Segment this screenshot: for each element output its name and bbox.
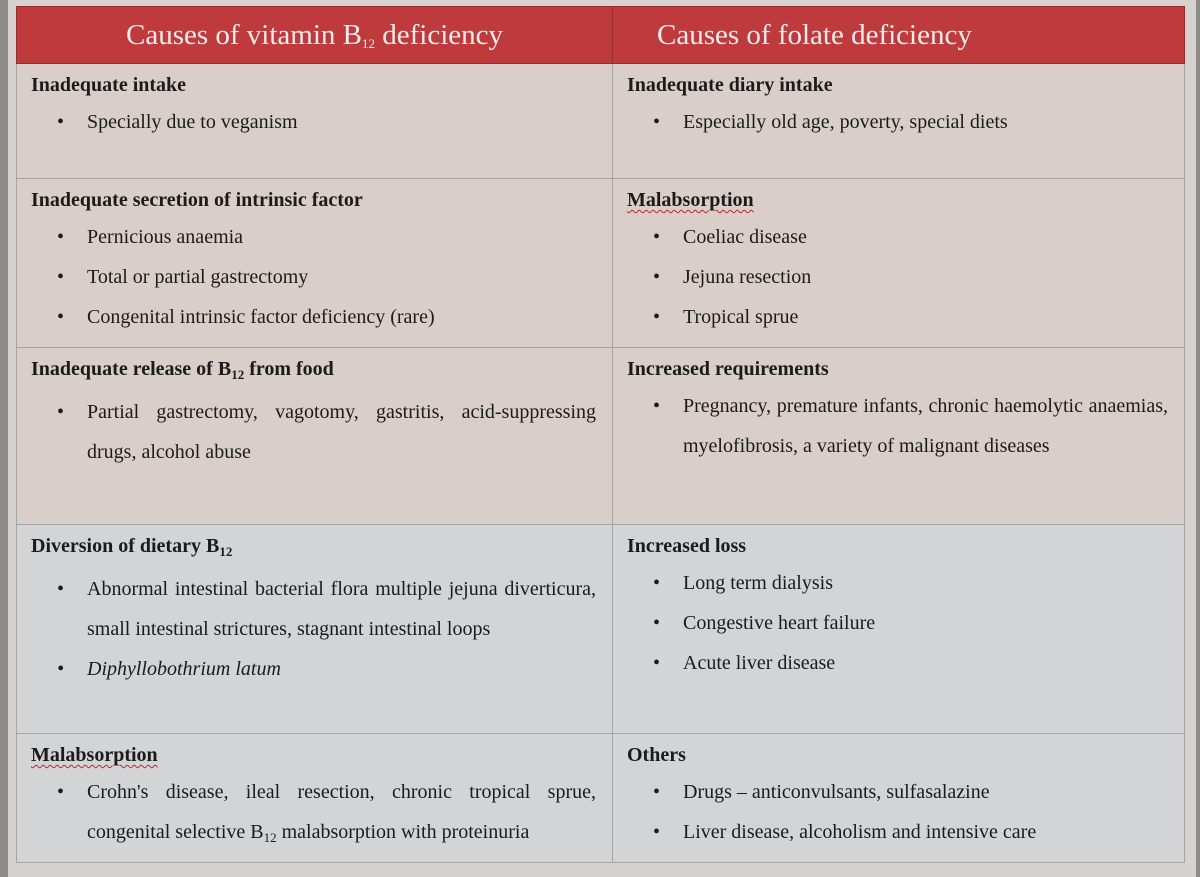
list-item: • Jejuna resection [627,257,1174,297]
table-header-row [17,7,1185,64]
list-item: • Drugs – anticonvulsants, sulfasalazine [627,772,1174,812]
table-cell [613,64,1185,179]
deficiency-causes-table [16,6,1185,863]
table-cell [17,525,613,734]
table-row [17,525,1185,734]
list-item: • Congestive heart failure [627,603,1174,643]
cell-heading: Increased requirements [627,358,829,380]
cell-heading: Diversion of dietary $B_{12}$ [31,535,233,559]
table-row [17,348,1185,525]
list-item: • Acute liver disease [627,643,1174,683]
list-item: • Abnormal intestinal bacterial flora multiple jejuna diverticura, small intestinal strictures, stagnant intestinal loops [31,569,602,649]
table-row [17,734,1185,863]
list-item: • Liver disease, alcoholism and intensive care [627,812,1174,852]
cell-heading: Inadequate secretion of intrinsic factor [31,189,363,211]
table-row [17,179,1185,348]
cell-heading: Malabsorption [627,189,754,211]
cell-heading: Others [627,744,686,766]
list-item: • Congenital intrinsic factor deficiency (rare) [31,297,602,337]
cell-heading: Increased loss [627,535,747,557]
list-item: • Especially old age, poverty, special diets [627,102,1174,142]
cell-heading: Inadequate intake [31,74,187,96]
list-item: • Total or partial gastrectomy [31,257,602,297]
list-item: • Pregnancy, premature infants, chronic haemolytic anaemias, myelofibrosis, a variety of malignant diseases [627,386,1174,466]
list-item: • Coeliac disease [627,217,1174,257]
table-cell [17,64,613,179]
cell-heading: Malabsorption [31,744,158,766]
folate-column-header: Causes of folate deficiency [613,7,1185,64]
list-item: • Diphyllobothrium latum [31,649,602,689]
table-cell [613,525,1185,734]
table-cell [613,734,1185,863]
table-cell [17,734,613,863]
document-page [8,0,1196,877]
cell-heading: Inadequate diary intake [627,74,833,96]
list-item: • Pernicious anaemia [31,217,602,257]
cell-heading: Inadequate release of $B_{12}$ from food [31,358,334,382]
list-item: • Specially due to veganism [31,102,602,142]
b12-column-header: Causes of vitamin $B_{12}$ deficiency [17,7,613,64]
list-item: • Crohn's disease, ileal resection, chronic tropical sprue, congenital selective $B_{12}$ malabsorption with proteinuria [31,772,602,858]
table-cell [17,179,613,348]
table-cell [613,348,1185,525]
table-row [17,64,1185,179]
table-cell [613,179,1185,348]
list-item: • Partial gastrectomy, vagotomy, gastritis, acid-suppressing drugs, alcohol abuse [31,392,602,472]
list-item: • Tropical sprue [627,297,1174,337]
list-item: • Long term dialysis [627,563,1174,603]
table-cell [17,348,613,525]
